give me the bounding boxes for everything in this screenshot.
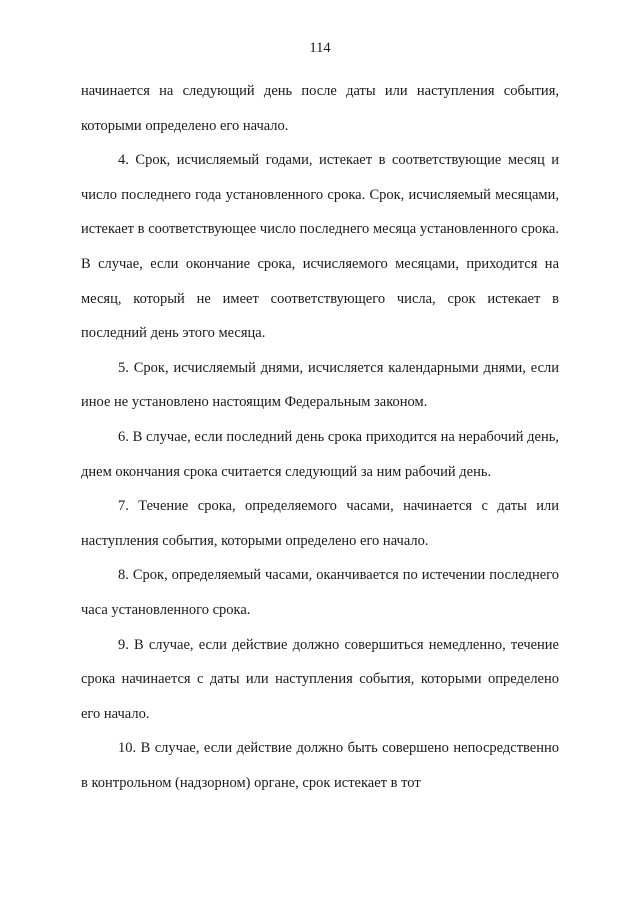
paragraph-continuation: начинается на следующий день после даты или наступления события, которыми определено его начало. [81, 83, 559, 134]
paragraph-item-9: 9. В случае, если действие должно совершиться немедленно, течение срока начинается с даты или наступления события, которыми определено его начало. [81, 636, 559, 722]
document-body [81, 74, 559, 800]
paragraph-item-10: 10. В случае, если действие должно быть совершено непосредственно в контрольном (надзорном) органе, срок истекает в тот [81, 740, 559, 791]
paragraph-item-6: 6. В случае, если последний день срока приходится на нерабочий день, днем окончания срока считается следующий за ним рабочий день. [81, 428, 559, 480]
paragraph-item-7: 7. Течение срока, определяемого часами, начинается с даты или наступления события, которыми определено его начало. [81, 498, 559, 549]
paragraph-item-4: 4. Срок, исчисляемый годами, истекает в соответствующие месяц и число последнего года установленного срока. Срок, исчисляемый месяцами, истекает в соответствующее число последнего месяца установленного срока. В случае, если окончание срока, исчисляемого месяцами, приходится на месяц, который не имеет соответствующего числа, срок истекает в последний день этого месяца. [81, 152, 559, 342]
paragraph-item-8: 8. Срок, определяемый часами, оканчивается по истечении последнего часа установленного срока. [81, 567, 559, 618]
paragraph-item-5: 5. Срок, исчисляемый днями, исчисляется календарными днями, если иное не установлено настоящим Федеральным законом. [81, 359, 559, 411]
page-number: 114 [309, 40, 331, 56]
